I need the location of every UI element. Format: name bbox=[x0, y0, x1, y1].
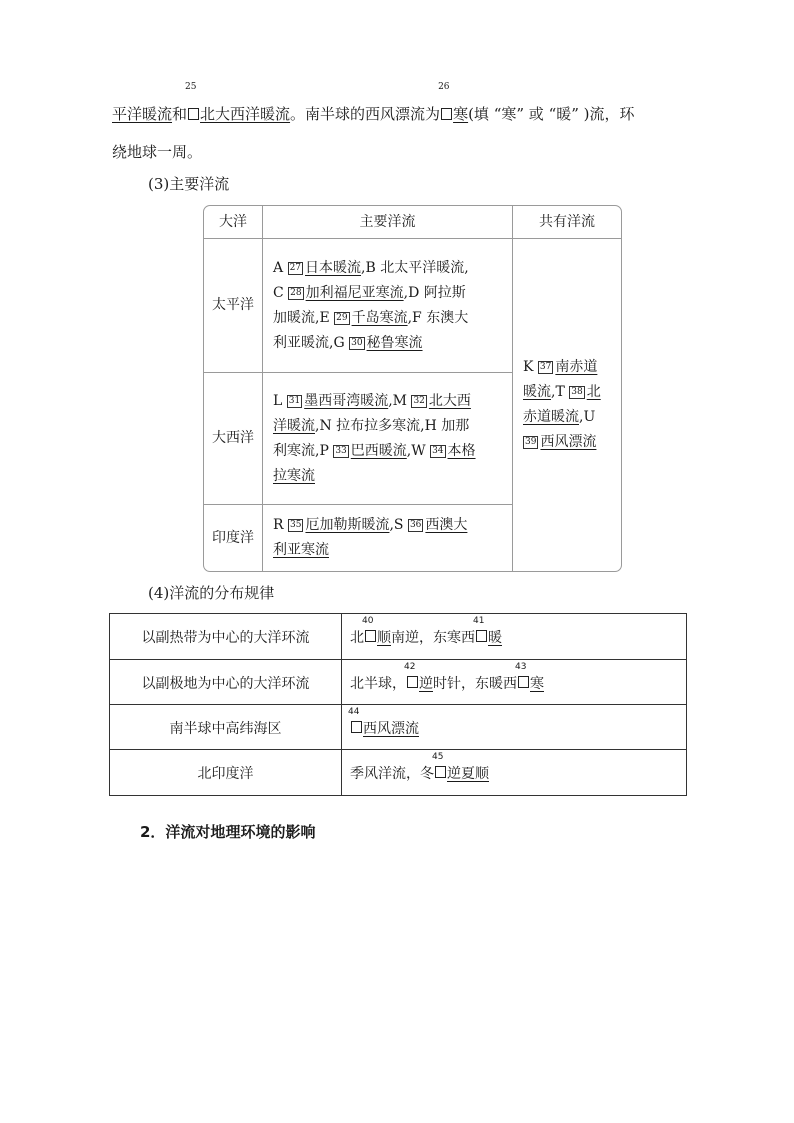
atlantic-currents: L 31 墨西哥湾暖流,M 32 北大西 洋暖流,N 拉布拉多寒流,H 加那 利寒流,P 33 巴西暖流,W 34 本格 拉寒流 bbox=[273, 392, 476, 484]
intro-line-2: 绕地球一周。 bbox=[112, 143, 203, 161]
number-box: 30 bbox=[351, 337, 363, 348]
answer-blank-43: 43 bbox=[517, 675, 530, 691]
blank-box bbox=[435, 766, 446, 778]
blank-box bbox=[518, 676, 529, 688]
intro-line-1: 平洋暖流和 25 北大西洋暖流。南半球的西风漂流为 26 寒(填 “寒” 或 “暖” )流，环 bbox=[112, 95, 687, 133]
number-box: 28 bbox=[290, 287, 302, 298]
underlined-answer: 寒 bbox=[453, 105, 469, 123]
answer-blank-40: 40 bbox=[364, 629, 377, 645]
ocean-indian: 印度洋 bbox=[212, 529, 254, 546]
indian-currents: R 35 厄加勒斯暖流,S 36 西澳大 利亚寒流 bbox=[273, 517, 468, 558]
underlined-answer: 北大西洋暖流 bbox=[200, 105, 291, 123]
number-box: 38 bbox=[571, 387, 583, 397]
blank-box bbox=[476, 630, 487, 642]
distribution-table bbox=[109, 613, 687, 796]
header-shared-currents: 共有洋流 bbox=[539, 213, 595, 230]
number-box: 31 bbox=[288, 395, 301, 406]
number-box: 32 bbox=[413, 395, 425, 406]
number-box: 35 bbox=[290, 520, 302, 530]
section-3-title: (3)主要洋流 bbox=[148, 175, 230, 193]
blank-box bbox=[407, 676, 418, 688]
blank-box bbox=[188, 108, 199, 120]
table-row: 北印度洋 季风洋流，冬 45 逆 夏顺 bbox=[110, 750, 686, 795]
blank-box bbox=[365, 630, 376, 642]
section-4-title: (4)洋流的分布规律 bbox=[148, 584, 275, 602]
answer-blank-42: 42 bbox=[406, 675, 419, 691]
pacific-currents: A 27 日本暖流,B 北太平洋暖流, C 28 加利福尼亚寒流,D 阿拉斯 加暖流,E 29 千岛寒流,F 东澳大 利亚暖流,G 30 秘鲁寒流 bbox=[273, 259, 469, 351]
ocean-atlantic: 大西洋 bbox=[212, 430, 254, 446]
number-box: 34 bbox=[432, 445, 444, 456]
main-currents-table bbox=[203, 205, 622, 572]
section-2-title: 2．洋流对地理环境的影响 bbox=[140, 823, 316, 841]
number-box: 39 bbox=[525, 437, 537, 447]
answer-blank-25: 25 bbox=[187, 95, 200, 133]
answer-blank-45: 45 bbox=[434, 765, 447, 781]
table-row: 以副热带为中心的大洋环流 北 40 顺 南逆，东寒西 41 暖 bbox=[110, 614, 686, 659]
blank-box bbox=[441, 108, 452, 120]
table-row: 以副极地为中心的大洋环流 北半球， 42 逆 时针，东暖西 43 寒 bbox=[110, 660, 686, 705]
underlined-answer: 平洋暖流 bbox=[112, 105, 173, 123]
answer-blank-41: 41 bbox=[475, 629, 488, 645]
ocean-pacific: 太平洋 bbox=[212, 297, 254, 313]
number-box: 36 bbox=[409, 520, 422, 530]
answer-blank-44: 44 bbox=[350, 720, 363, 736]
number-box: 27 bbox=[289, 262, 302, 273]
header-ocean: 大洋 bbox=[219, 213, 247, 230]
number-box: 29 bbox=[336, 312, 348, 323]
shared-currents: K 37 南赤道 暖流,T 38 北 赤道暖流,U 39 西风漂流 bbox=[523, 359, 601, 450]
blank-box bbox=[351, 721, 362, 733]
header-main-currents: 主要洋流 bbox=[359, 213, 416, 230]
number-box: 37 bbox=[539, 362, 552, 372]
answer-blank-26: 26 bbox=[440, 95, 453, 133]
number-box: 33 bbox=[335, 445, 347, 456]
table-row: 南半球中高纬海区 44 西风漂流 bbox=[110, 705, 686, 750]
